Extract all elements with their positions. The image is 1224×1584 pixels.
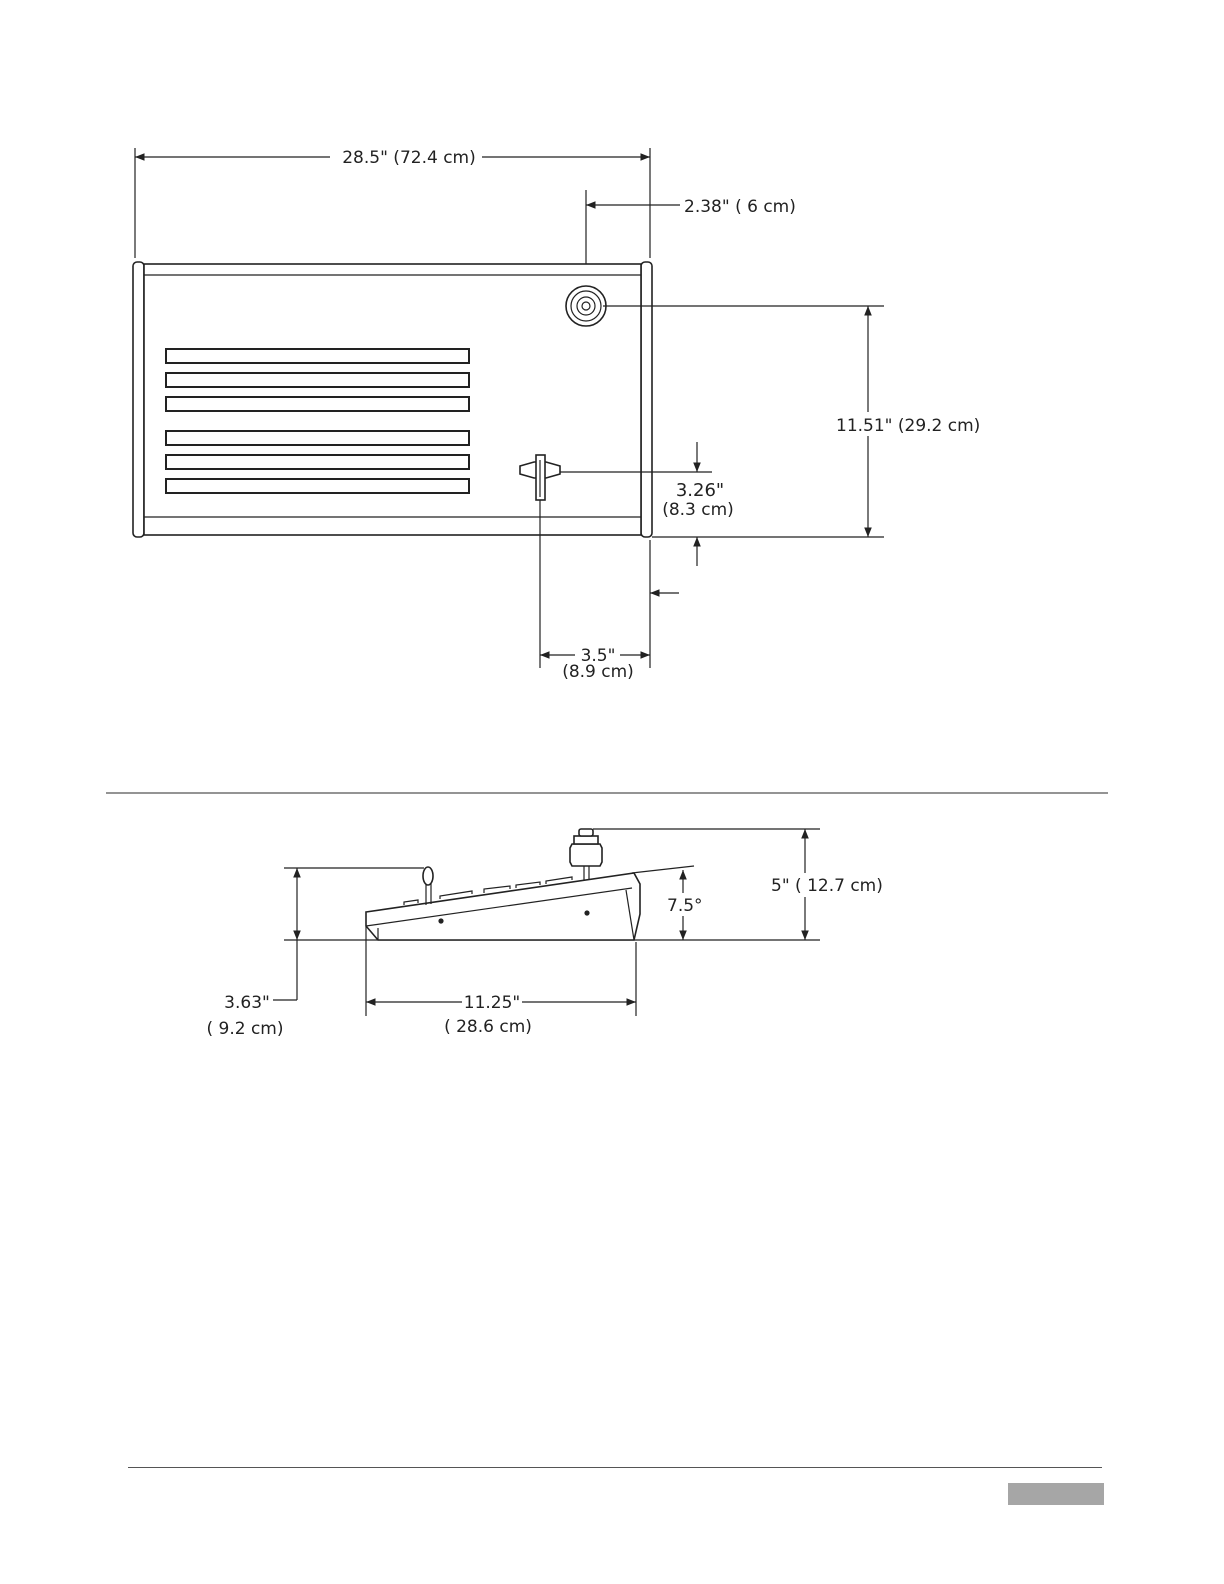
joystick-offset-label: 2.38" ( 6 cm) [684,197,796,217]
side-view [206,829,882,1039]
tbar-offset-cm: (8.9 cm) [562,662,634,682]
front-height-cm: ( 9.2 cm) [206,1019,284,1039]
tbar-offset-inches: 3.5" [580,646,616,666]
tbar-height-cm: (8.3 cm) [662,500,734,520]
angle-label: 7.5° [667,896,703,916]
footer-rule [128,1467,1102,1468]
height-label: 5" ( 12.7 cm) [771,876,883,896]
depth-side-inches: 11.25" [463,993,521,1013]
joystick-side-icon [570,829,602,880]
front-height-inches: 3.63" [224,993,270,1013]
depth-side-cm: ( 28.6 cm) [444,1017,532,1037]
panel-left-endcap [133,262,144,537]
joystick-icon [566,286,606,326]
top-view [133,148,980,682]
tbar-lever-icon [423,867,433,905]
tbar-height-inches: 3.26" [675,480,725,501]
depth-label: 11.51" (29.2 cm) [836,416,981,436]
panel-right-endcap [641,262,652,537]
page-number-tab [1008,1483,1104,1505]
overall-width-label: 28.5" (72.4 cm) [342,148,476,168]
